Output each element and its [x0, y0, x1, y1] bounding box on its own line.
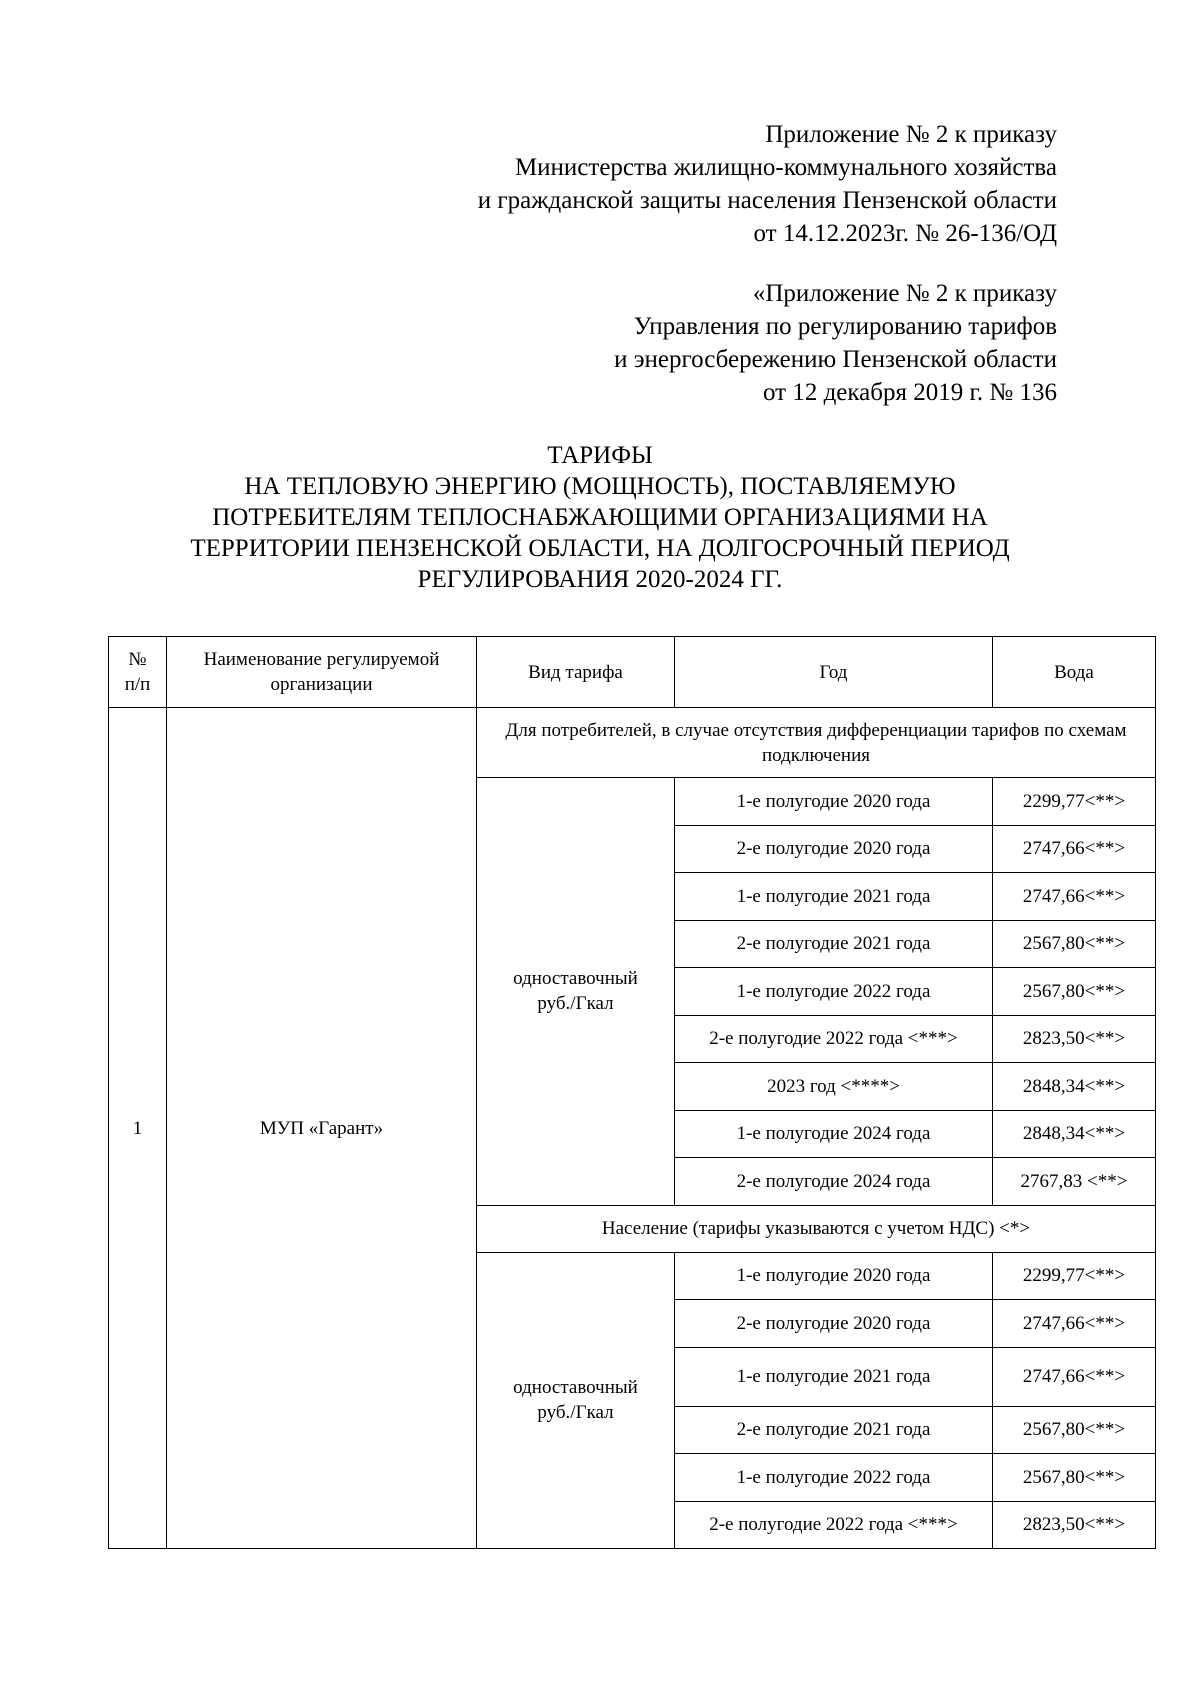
value-cell: 2823,50<**> — [993, 1015, 1156, 1063]
value-cell: 2747,66<**> — [993, 873, 1156, 921]
value-cell: 2848,34<**> — [993, 1063, 1156, 1111]
tariff-type-cell: одноставочный руб./Гкал — [477, 778, 675, 1206]
period-cell: 1-е полугодие 2020 года — [675, 1252, 993, 1300]
tariff-type-cell: одноставочный руб./Гкал — [477, 1252, 675, 1549]
period-cell: 1-е полугодие 2021 года — [675, 873, 993, 921]
title-line: ТАРИФЫ — [547, 442, 653, 469]
value-cell: 2747,66<**> — [993, 825, 1156, 873]
period-cell: 1-е полугодие 2022 года — [675, 1454, 993, 1502]
organization-name-cell: МУП «Гарант» — [167, 708, 477, 1549]
header-number: № п/п — [109, 637, 167, 708]
header-water: Вода — [993, 637, 1156, 708]
period-cell: 1-е полугодие 2024 года — [675, 1110, 993, 1158]
appendix-line: от 12 декабря 2019 г. № 136 — [762, 379, 1057, 406]
appendix-line: и энергосбережению Пензенской области — [614, 346, 1057, 373]
value-cell: 2299,77<**> — [993, 778, 1156, 826]
period-cell: 1-е полугодие 2020 года — [675, 778, 993, 826]
section-heading: Население (тарифы указываются с учетом НДС) <*> — [477, 1205, 1156, 1252]
value-cell: 2299,77<**> — [993, 1252, 1156, 1300]
approval-line: и гражданской защиты населения Пензенской области — [477, 187, 1057, 214]
appendix-line: Управления по регулированию тарифов — [633, 313, 1057, 340]
approval-line: Приложение № 2 к приказу — [765, 121, 1057, 148]
period-cell: 2-е полугодие 2024 года — [675, 1158, 993, 1206]
period-cell: 2-е полугодие 2021 года — [675, 920, 993, 968]
value-cell: 2747,66<**> — [993, 1300, 1156, 1348]
value-cell: 2567,80<**> — [993, 1406, 1156, 1454]
title-line: ТЕРРИТОРИИ ПЕНЗЕНСКОЙ ОБЛАСТИ, НА ДОЛГОСРОЧНЫЙ ПЕРИОД — [190, 535, 1010, 562]
header-organization: Наименование регулируемой организации — [167, 637, 477, 708]
approval-line: Министерства жилищно-коммунального хозяйства — [514, 154, 1057, 181]
approval-header — [478, 118, 1057, 250]
approval-line: от 14.12.2023г. № 26-136/ОД — [753, 220, 1057, 247]
value-cell: 2767,83 <**> — [993, 1158, 1156, 1206]
title-line: ПОТРЕБИТЕЛЯМ ТЕПЛОСНАБЖАЮЩИМИ ОРГАНИЗАЦИЯМИ НА — [212, 504, 988, 531]
period-cell: 2-е полугодие 2020 года — [675, 1300, 993, 1348]
period-cell: 2023 год <****> — [675, 1063, 993, 1111]
value-cell: 2567,80<**> — [993, 968, 1156, 1016]
tariff-table — [108, 636, 1156, 1549]
value-cell: 2567,80<**> — [993, 1454, 1156, 1502]
value-cell: 2823,50<**> — [993, 1501, 1156, 1549]
value-cell: 2567,80<**> — [993, 920, 1156, 968]
value-cell: 2848,34<**> — [993, 1110, 1156, 1158]
row-number-cell: 1 — [109, 708, 167, 1549]
title-line: РЕГУЛИРОВАНИЯ 2020-2024 ГГ. — [417, 566, 783, 593]
period-cell: 2-е полугодие 2021 года — [675, 1406, 993, 1454]
document-title — [100, 440, 1100, 595]
title-line: НА ТЕПЛОВУЮ ЭНЕРГИЮ (МОЩНОСТЬ), ПОСТАВЛЯЕМУЮ — [244, 473, 956, 500]
period-cell: 1-е полугодие 2021 года — [675, 1347, 993, 1406]
section-heading: Для потребителей, в случае отсутствия дифференциации тарифов по схемам подключения — [477, 708, 1156, 778]
section-heading-row — [109, 708, 1156, 778]
period-cell: 2-е полугодие 2022 года <***> — [675, 1015, 993, 1063]
header-tariff-type: Вид тарифа — [477, 637, 675, 708]
period-cell: 1-е полугодие 2022 года — [675, 968, 993, 1016]
original-appendix-header — [614, 277, 1057, 409]
appendix-line: «Приложение № 2 к приказу — [752, 280, 1057, 307]
header-year: Год — [675, 637, 993, 708]
table-header-row — [109, 637, 1156, 708]
value-cell: 2747,66<**> — [993, 1347, 1156, 1406]
period-cell: 2-е полугодие 2022 года <***> — [675, 1501, 993, 1549]
period-cell: 2-е полугодие 2020 года — [675, 825, 993, 873]
